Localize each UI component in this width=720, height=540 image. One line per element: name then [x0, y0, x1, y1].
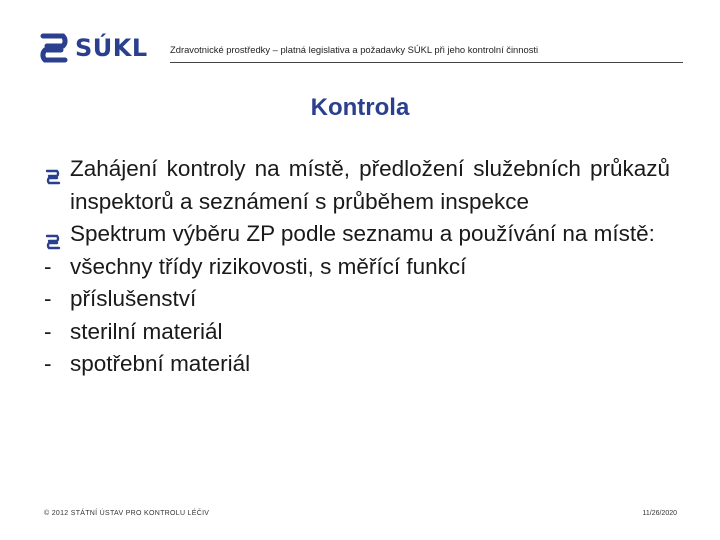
slide-content [44, 153, 670, 381]
bullet-text: Zahájení kontroly na místě, předložení služebních průkazů inspektorů a seznámení s průběhem inspekce [70, 156, 670, 214]
header-bar [170, 40, 683, 63]
dash-text: příslušenství [70, 286, 197, 311]
dash-item [44, 316, 670, 349]
sukl-logo [38, 32, 148, 64]
dash-text: všechny třídy rizikovosti, s měřící funkcí [70, 253, 467, 279]
dash-symbol: - [44, 253, 52, 279]
sukl-logo-icon [38, 32, 70, 64]
dash-text: spotřební materiál [70, 351, 251, 376]
footer-date: 11/26/2020 [642, 510, 677, 517]
header-text: Zdravotnické prostředky – platná legislativa a požadavky SÚKL při jeho kontrolní činnosti [170, 44, 539, 55]
footer-copyright: © 2012 STÁTNÍ ÚSTAV PRO KONTROLU LÉČIV [44, 510, 210, 517]
dash-item [44, 251, 670, 284]
sukl-bullet-icon [44, 162, 62, 195]
logo-text: SÚKL [75, 34, 148, 62]
dash-item [44, 283, 670, 316]
dash-item [44, 348, 670, 381]
dash-text: sterilní materiál [70, 318, 223, 344]
bullet-text: Spektrum výběru ZP podle seznamu a používání na místě: [70, 221, 655, 246]
bullet-item [44, 153, 670, 218]
bullet-item [44, 218, 670, 251]
slide-title: Kontrola [310, 94, 410, 121]
dash-symbol: - [44, 351, 52, 376]
dash-symbol: - [44, 286, 52, 311]
dash-symbol: - [44, 318, 52, 344]
